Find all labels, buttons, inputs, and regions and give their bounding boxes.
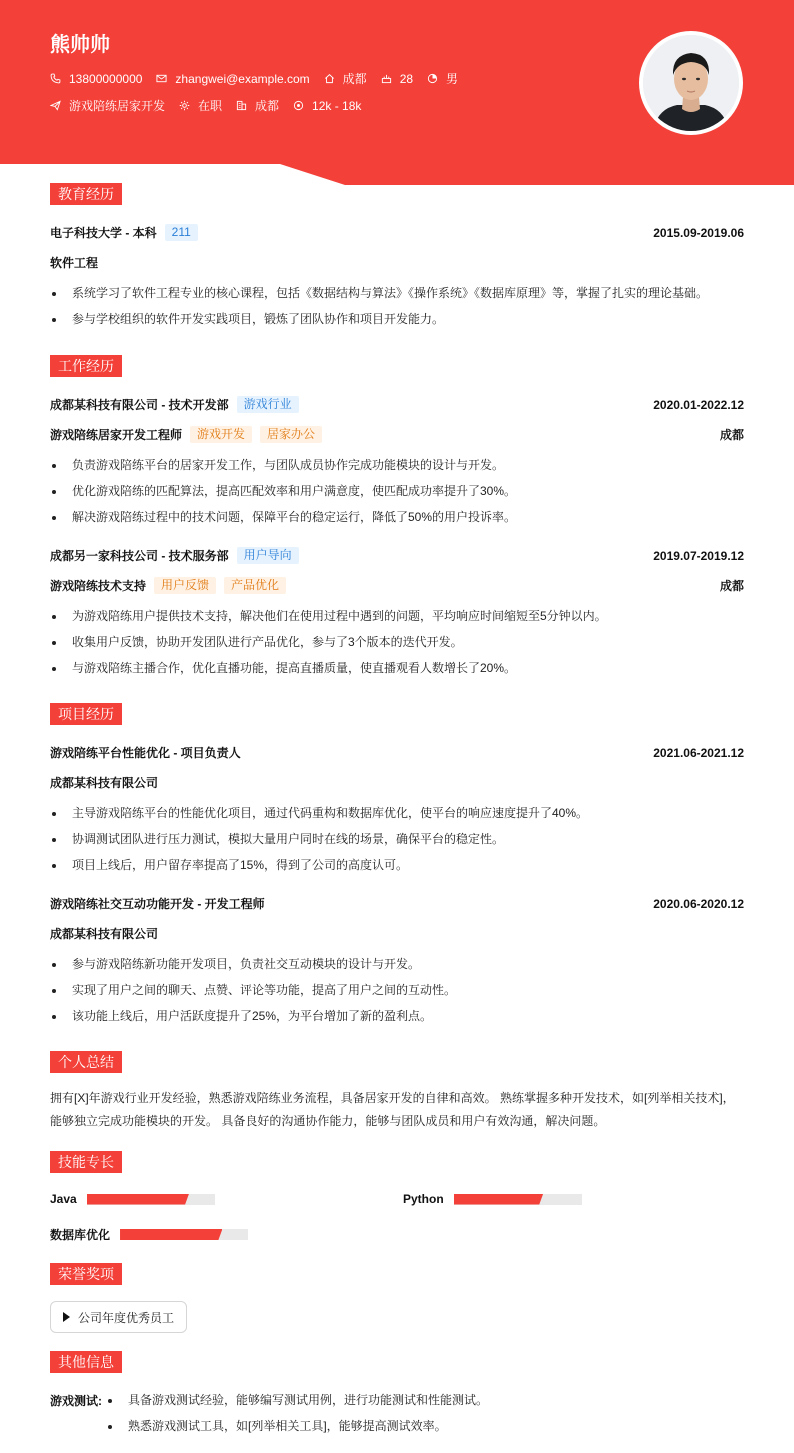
summary-text: 拥有[X]年游戏行业开发经验，熟悉游戏陪练业务流程，具备居家开发的自律和高效。 熟练掌握多种开发技术，如[列举相关技术]，能够独立完成功能模块的开发。 具备良好的沟通协作能力，能够与团队成员和用户有效沟通，解决问题。 xyxy=(50,1091,735,1128)
send-icon xyxy=(50,100,61,111)
work-header xyxy=(50,355,744,377)
job-location: 成都 xyxy=(719,428,744,442)
company-name: 成都某科技有限公司 - 技术开发部 xyxy=(50,398,229,412)
education-section xyxy=(50,183,744,327)
project-name: 游戏陪练平台性能优化 - 项目负责人 xyxy=(50,746,241,760)
resume-header xyxy=(0,0,794,185)
salary-text: 12k - 18k xyxy=(312,98,362,113)
list-item: 系统学习了软件工程专业的核心课程，包括《数据结构与算法》《操作系统》《数据库原理》等，掌握了扎实的理论基础。 xyxy=(50,285,744,301)
job-role-row xyxy=(50,577,744,594)
skill-bar-fill xyxy=(120,1229,222,1240)
award-chip xyxy=(50,1301,187,1333)
list-item: 协调测试团队进行压力测试，模拟大量用户同时在线的场景，确保平台的稳定性。 xyxy=(50,831,744,847)
job-location: 成都 xyxy=(719,579,744,593)
list-item: 为游戏陪练用户提供技术支持，解决他们在使用过程中遇到的问题，平均响应时间缩短至5分钟以内。 xyxy=(50,608,744,624)
salary-info xyxy=(293,99,361,113)
list-item: 该功能上线后，用户活跃度提升了25%，为平台增加了新的盈利点。 xyxy=(50,1008,744,1024)
awards-header xyxy=(50,1263,744,1285)
other-header xyxy=(50,1351,744,1373)
cake-icon xyxy=(381,73,392,84)
skill-bar-fill xyxy=(454,1194,544,1205)
work-section xyxy=(50,355,744,676)
project-row xyxy=(50,744,744,761)
job-company-row xyxy=(50,396,744,413)
phone-text: 13800000000 xyxy=(69,71,143,86)
list-item: 参与游戏陪练新功能开发项目，负责社交互动模块的设计与开发。 xyxy=(50,956,744,972)
city-text: 成都 xyxy=(342,72,367,86)
section-title: 教育经历 xyxy=(50,183,122,205)
job-bullets xyxy=(50,608,744,676)
status-info xyxy=(179,97,222,114)
skills-section xyxy=(50,1151,744,1251)
education-header xyxy=(50,183,744,205)
job-role: 游戏陪练技术支持 xyxy=(50,579,147,593)
skill-bar xyxy=(120,1229,248,1240)
skill-item xyxy=(403,1192,582,1206)
age-text: 28 xyxy=(399,71,414,86)
pie-icon xyxy=(427,73,438,84)
section-divider xyxy=(50,1362,744,1363)
skill-name: Python xyxy=(403,1192,444,1206)
list-item: 具备游戏测试经验，能够编写测试用例，进行功能测试和性能测试。 xyxy=(106,1392,736,1408)
company-tag: 游戏行业 xyxy=(237,396,299,413)
play-icon xyxy=(63,1312,70,1322)
list-item: 收集用户反馈，协助开发团队进行产品优化，参与了3个版本的迭代开发。 xyxy=(50,634,744,650)
email-text: zhangwei@example.com xyxy=(175,71,310,86)
list-item: 解决游戏陪练过程中的技术问题，保障平台的稳定运行，降低了50%的用户投诉率。 xyxy=(50,509,744,525)
gear-icon xyxy=(179,100,190,111)
section-divider xyxy=(50,714,744,715)
role-tag: 产品优化 xyxy=(224,577,286,594)
section-title: 工作经历 xyxy=(50,355,122,377)
list-item: 实现了用户之间的聊天、点赞、评论等功能，提高了用户之间的互动性。 xyxy=(50,982,744,998)
list-item: 优化游戏陪练的匹配算法，提高匹配效率和用户满意度，使匹配成功率提升了30%。 xyxy=(50,483,744,499)
skill-bar-fill xyxy=(87,1194,189,1205)
list-item: 项目上线后，用户留存率提高了15%，得到了公司的高度认可。 xyxy=(50,857,744,873)
education-period: 2015.09-2019.06 xyxy=(653,225,744,240)
major: 软件工程 xyxy=(50,256,99,270)
work-city-text: 成都 xyxy=(255,99,280,113)
section-divider xyxy=(50,1162,744,1163)
skill-name: 数据库优化 xyxy=(50,1228,111,1242)
role-tag: 用户反馈 xyxy=(154,577,216,594)
company-name: 成都另一家科技公司 - 技术服务部 xyxy=(50,549,229,563)
summary-header xyxy=(50,1051,744,1073)
job-target-info xyxy=(50,97,165,114)
list-item: 主导游戏陪练平台的性能优化项目，通过代码重构和数据库优化，使平台的响应速度提升了40%。 xyxy=(50,805,744,821)
contact-row xyxy=(50,70,472,87)
project-period: 2021.06-2021.12 xyxy=(653,745,744,760)
mail-icon xyxy=(156,73,167,84)
job-target-text: 游戏陪练居家开发 xyxy=(69,99,166,113)
home-icon xyxy=(324,73,335,84)
job-role: 游戏陪练居家开发工程师 xyxy=(50,428,183,442)
candidate-name: 熊帅帅 xyxy=(50,34,110,56)
job-bullets xyxy=(50,457,744,525)
skill-bar xyxy=(87,1194,215,1205)
status-text: 在职 xyxy=(198,99,223,113)
project-name: 游戏陪练社交互动功能开发 - 开发工程师 xyxy=(50,897,265,911)
company-tag: 用户导向 xyxy=(237,547,299,564)
gender-text: 男 xyxy=(446,72,459,86)
project-row xyxy=(50,895,744,912)
coin-icon xyxy=(293,100,304,111)
project-bullets xyxy=(50,805,744,873)
role-tag: 居家办公 xyxy=(260,426,322,443)
summary-section xyxy=(50,1051,744,1133)
school-name: 电子科技大学 - 本科 xyxy=(50,226,157,240)
list-item: 参与学校组织的软件开发实践项目，锻炼了团队协作和项目开发能力。 xyxy=(50,311,744,327)
education-bullets xyxy=(50,285,744,327)
project-company: 成都某科技有限公司 xyxy=(50,927,159,941)
job-role-row xyxy=(50,426,744,443)
other-bullets xyxy=(106,1392,736,1434)
city-info xyxy=(324,70,367,87)
other-label: 游戏测试: xyxy=(50,1394,102,1408)
list-item: 与游戏陪练主播合作，优化直播功能，提高直播质量，使直播观看人数增长了20%。 xyxy=(50,660,744,676)
projects-header xyxy=(50,703,744,725)
list-item: 负责游戏陪练平台的居家开发工作，与团队成员协作完成功能模块的设计与开发。 xyxy=(50,457,744,473)
skill-name: Java xyxy=(50,1192,77,1206)
section-title: 技能专长 xyxy=(50,1151,122,1173)
job-period: 2019.07-2019.12 xyxy=(653,548,744,563)
age-info xyxy=(381,72,413,86)
skills-header xyxy=(50,1151,744,1173)
school-tag: 211 xyxy=(165,224,198,241)
work-city-info xyxy=(236,97,279,114)
section-divider xyxy=(50,194,744,195)
building-icon xyxy=(236,100,247,111)
skill-item xyxy=(50,1192,215,1206)
project-period: 2020.06-2020.12 xyxy=(653,896,744,911)
section-title: 荣誉奖项 xyxy=(50,1263,122,1285)
other-section xyxy=(50,1351,744,1451)
projects-section xyxy=(50,703,744,1024)
skill-item xyxy=(50,1226,248,1243)
intent-row xyxy=(50,97,375,114)
job-company-row xyxy=(50,547,744,564)
award-label: 公司年度优秀员工 xyxy=(78,1310,175,1325)
section-divider xyxy=(50,366,744,367)
phone-icon xyxy=(50,73,61,84)
gender-info xyxy=(427,70,458,87)
job-period: 2020.01-2022.12 xyxy=(653,397,744,412)
education-row xyxy=(50,224,744,241)
list-item: 熟悉游戏测试工具，如[列举相关工具]，能够提高测试效率。 xyxy=(106,1418,736,1434)
section-divider xyxy=(50,1062,744,1063)
project-bullets xyxy=(50,956,744,1024)
section-title: 其他信息 xyxy=(50,1351,122,1373)
skill-bar xyxy=(454,1194,582,1205)
section-divider xyxy=(50,1274,744,1275)
avatar-photo xyxy=(643,35,739,131)
email-info xyxy=(156,72,309,86)
section-title: 项目经历 xyxy=(50,703,122,725)
phone-info xyxy=(50,72,142,86)
avatar xyxy=(639,31,743,135)
role-tag: 游戏开发 xyxy=(190,426,252,443)
section-title: 个人总结 xyxy=(50,1051,122,1073)
awards-section xyxy=(50,1263,744,1333)
project-company: 成都某科技有限公司 xyxy=(50,776,159,790)
